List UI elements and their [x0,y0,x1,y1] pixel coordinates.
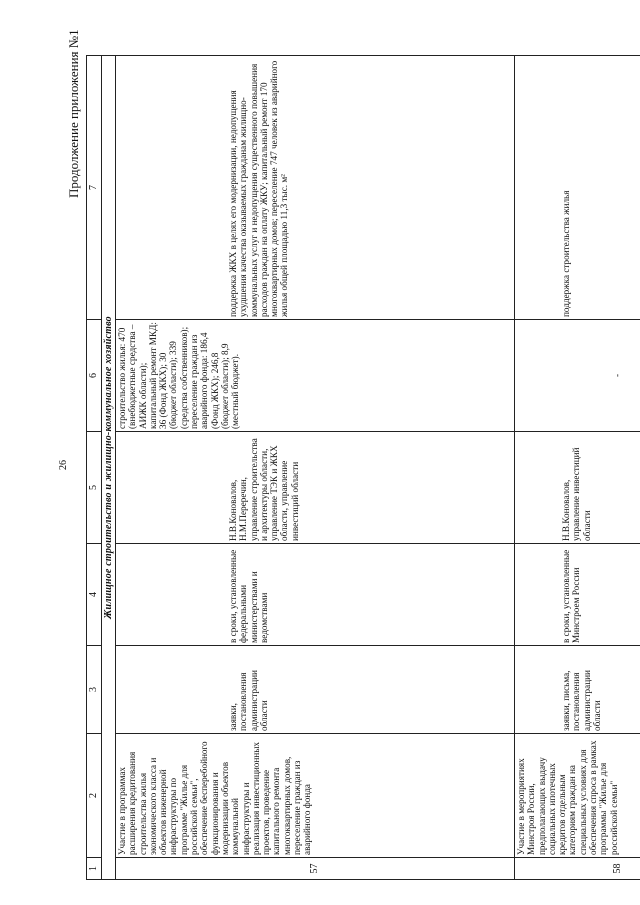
responsible: Н.В.Коновалов, Н.М.Переречин, управление строительства и архитектуры области, управление ТЭК и ЖКХ области, управление инвестиций области [116,432,515,544]
column-header: 6 [87,320,102,432]
column-header: 7 [87,56,102,320]
document-form: заявки, постановления администрации области [116,646,515,734]
deadline: в сроки, установленные федеральными министерствами и ведомствами [116,544,515,646]
row-number: 58 [515,858,640,880]
section-row [102,56,116,880]
appendix-continuation-title: Продолжение приложения №1 [66,29,81,198]
measure-description: Участие в программах расширения кредитования строительства жилья экономического класса и объектов инженерной инфраструктуры по программе "Жилье для российской семьи", обеспечение бесперебойного функционирования и модернизации объектов коммунальной инфраструктуры и реализация инвестиционных проектов, проведение капитального ремонта многоквартирных домов, переселение граждан из аварийного фонда [116,734,515,858]
document-form: заявки, письма, постановления администрации области [515,646,640,734]
measures-table [86,55,640,880]
page-number: 26 [58,460,69,470]
funding: строительство жилья: 470 (внебюджетные средства – АИЖК области); капитальный ремонт МКД: 36 (Фонд ЖКХ); 30 (бюджет области); 339 (средства собственников); переселение граждан из аварийного фонда: 186,4 (Фонд ЖКХ); 246,8 (бюджет области); 8,9 (местный бюджет). [116,320,515,432]
measure-description: Участие в мероприятиях Минстроя России, предполагающих выдачу социальных ипотечных кредитов отдельным категориям граждан на специальных условиях для обеспечения спроса в рамках программы "Жилье для российской семьи" [515,734,640,858]
column-number-row [87,56,102,880]
column-header: 2 [87,734,102,858]
expected-result: поддержка строительства жилья [515,56,640,320]
responsible: Н.В.Коновалов, управление инвестиций области [515,432,640,544]
rotated-table-container [86,56,623,880]
column-header: 3 [87,646,102,734]
deadline: в сроки, установленные Минстроем России [515,544,640,646]
funding: - [515,320,640,432]
column-header: 5 [87,432,102,544]
section-title: Жилищное строительство и жилищно-коммунальное хозяйство [102,56,116,880]
table-row [116,56,515,880]
row-number: 57 [116,858,515,880]
column-header: 1 [87,858,102,880]
table-row [515,56,640,880]
column-header: 4 [87,544,102,646]
expected-result: поддержка ЖКХ в целях его модернизации, недопущения ухудшения качества оказываемых гражданам жилищно-коммунальных услуг и недопущения существенного повышения расходов граждан на оплату ЖКУ; капитальный ремонт 170 многоквартирных домов; переселение 747 человек из аварийного жилья общей площадью 11,3 тыс. м² [116,56,515,320]
